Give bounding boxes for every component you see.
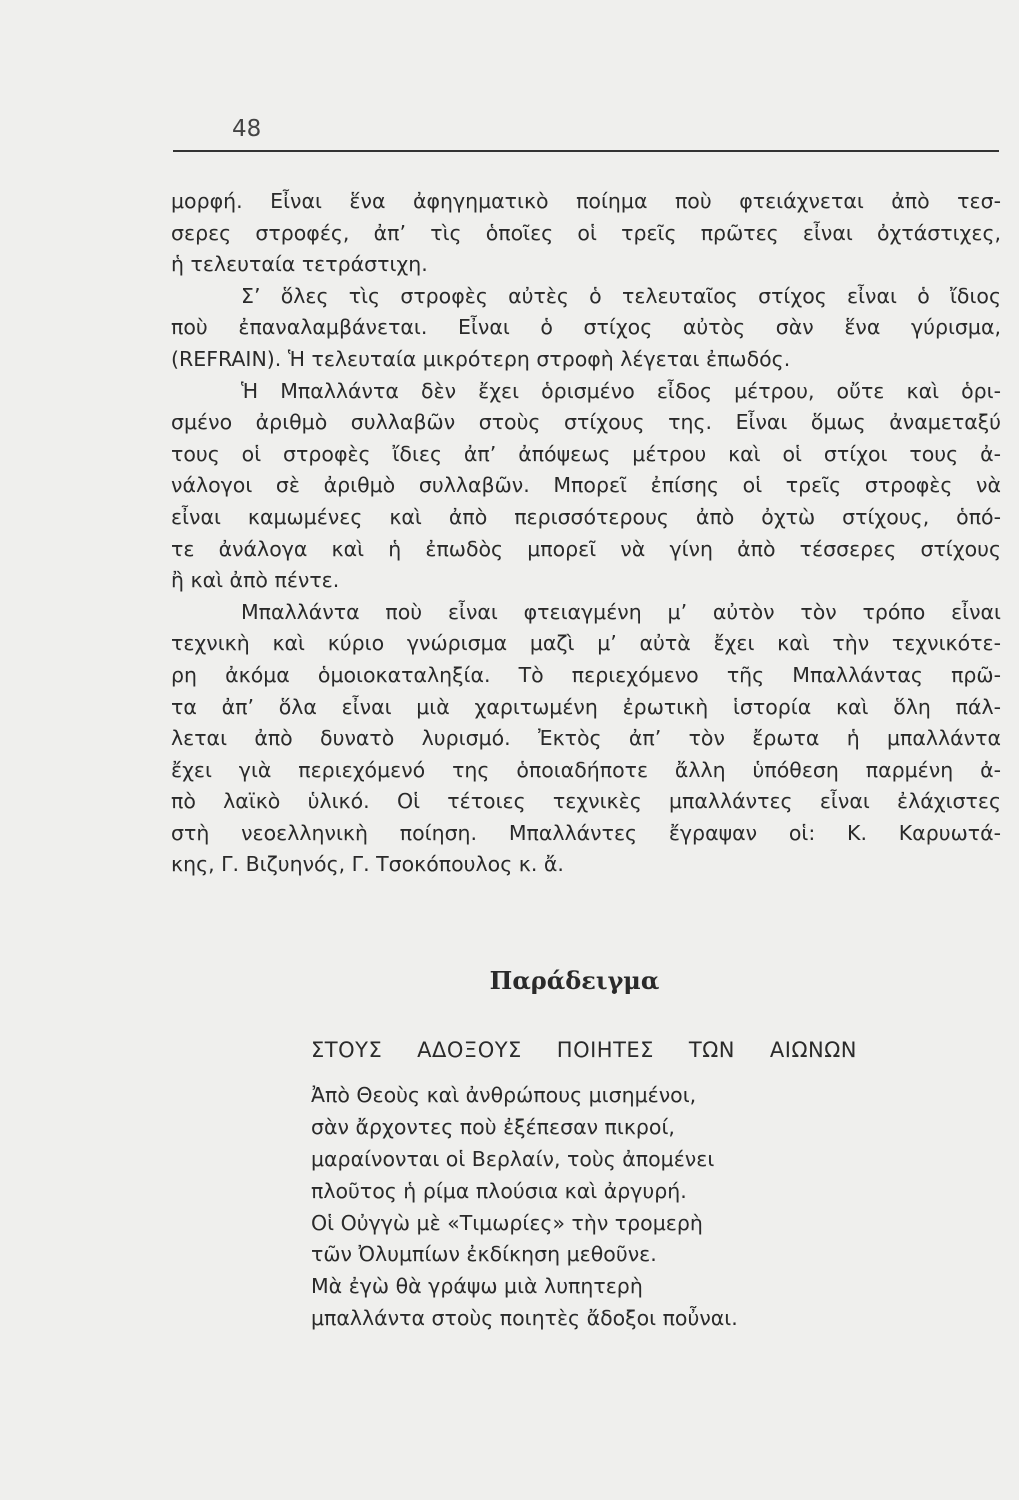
text-line: ἢ καὶ ἀπὸ πέντε. xyxy=(171,568,340,593)
body-text xyxy=(171,186,1001,881)
poem-line: τῶν Ὀλυμπίων ἐκδίκηση μεθοῦνε. xyxy=(311,1242,657,1267)
poem-title: ΣΤΟΥΣ ΑΔΟΞΟΥΣ ΠΟΙΗΤΕΣ ΤΩΝ ΑΙΩΝΩΝ xyxy=(311,1038,857,1062)
section-heading: Παράδειγμα xyxy=(489,966,660,995)
text-line: Μπαλλάντα ποὺ εἶναι φτειαγμένη μ’ αὐτὸν τὸν τρόπο εἶναι xyxy=(241,599,1001,624)
text-line: στὴ νεοελληνικὴ ποίηση. Μπαλλάντες ἔγραψαν οἱ: Κ. Καρυωτά- xyxy=(171,820,1001,845)
text-line: ποὺ ἐπαναλαμβάνεται. Εἶναι ὁ στίχος αὐτὸς σὰν ἕνα γύρισμα, xyxy=(171,315,1001,340)
text-line: μορφή. Εἶναι ἕνα ἀφηγηματικὸ ποίημα ποὺ φτειάχνεται ἀπὸ τεσ- xyxy=(171,189,1001,213)
text-line: ἡ τελευταία τετράστιχη. xyxy=(171,252,428,277)
text-line: σμένο ἀριθμὸ συλλαβῶν στοὺς στίχους της. Εἶναι ὅμως ἀναμεταξύ xyxy=(171,410,1001,435)
text-line: Σ’ ὅλες τὶς στροφὲς αὐτὲς ὁ τελευταῖος στίχος εἶναι ὁ ἴδιος xyxy=(241,283,1001,308)
text-line: ρη ἀκόμα ὁμοιοκαταληξία. Τὸ περιεχόμενο τῆς Μπαλλάντας πρῶ- xyxy=(171,662,1001,687)
text-line: (REFRAIN). Ἡ τελευταία μικρότερη στροφὴ λέγεται ἐπωδός. xyxy=(171,346,791,371)
text-line: ἔχει γιὰ περιεχόμενό της ὁποιαδήποτε ἄλλη ὑπόθεση παρμένη ἀ- xyxy=(171,757,1001,782)
poem-line: Ἀπὸ Θεοὺς καὶ ἀνθρώπους μισημένοι, xyxy=(311,1083,697,1107)
poem-line: σὰν ἄρχοντες ποὺ ἐξέπεσαν πικροί, xyxy=(311,1114,675,1139)
poem-line: Οἱ Οὐγγὼ μὲ «Τιμωρίες» τὴν τρομερὴ xyxy=(311,1210,703,1235)
poem-line: μαραίνονται οἱ Βερλαίν, τοὺς ἀπομένει xyxy=(311,1146,715,1171)
text-line: τε ἀνάλογα καὶ ἡ ἐπωδὸς μπορεῖ νὰ γίνη ἀπὸ τέσσερες στίχους xyxy=(171,536,1001,561)
text-line: Ἡ Μπαλλάντα δὲν ἔχει ὁρισμένο εἶδος μέτρου, οὔτε καὶ ὁρι- xyxy=(241,378,1001,403)
page-number: 48 xyxy=(232,116,262,142)
text-line: νάλογοι σὲ ἀριθμὸ συλλαβῶν. Μπορεῖ ἐπίσης οἱ τρεῖς στροφὲς νὰ xyxy=(171,473,1001,498)
text-line: κης, Γ. Βιζυηνός, Γ. Τσοκόπουλος κ. ἄ. xyxy=(171,852,564,877)
text-line: τα ἀπ’ ὅλα εἶναι μιὰ χαριτωμένη ἐρωτικὴ ἱστορία καὶ ὅλη πάλ- xyxy=(171,694,1001,719)
text-line: λεται ἀπὸ δυνατὸ λυρισμό. Ἐκτὸς ἀπ’ τὸν ἔρωτα ἡ μπαλλάντα xyxy=(171,726,1001,751)
text-line: πὸ λαϊκὸ ὑλικό. Οἱ τέτοιες τεχνικὲς μπαλλάντες εἶναι ἐλάχιστες xyxy=(171,789,1001,814)
header-rule xyxy=(173,150,999,152)
poem-line: μπαλλάντα στοὺς ποιητὲς ἄδοξοι ποὖναι. xyxy=(311,1306,738,1331)
text-line: τους οἱ στροφὲς ἴδιες ἀπ’ ἀπόψεως μέτρου καὶ οἱ στίχοι τους ἀ- xyxy=(171,441,1001,466)
text-line: τεχνικὴ καὶ κύριο γνώρισμα μαζὶ μ’ αὐτὰ ἔχει καὶ τὴν τεχνικότε- xyxy=(171,631,1001,656)
text-line: εἶναι καμωμένες καὶ ἀπὸ περισσότερους ἀπὸ ὀχτὼ στίχους, ὁπό- xyxy=(171,504,1001,529)
text-line: σερες στροφές, ἀπ’ τὶς ὁποῖες οἱ τρεῖς πρῶτες εἶναι ὀχτάστιχες, xyxy=(171,220,1001,245)
poem-line: πλοῦτος ἡ ρίμα πλούσια καὶ ἀργυρή. xyxy=(311,1178,687,1203)
poem-line: Μὰ ἐγὼ θὰ γράψω μιὰ λυπητερὴ xyxy=(311,1274,643,1299)
poem xyxy=(311,1080,738,1335)
